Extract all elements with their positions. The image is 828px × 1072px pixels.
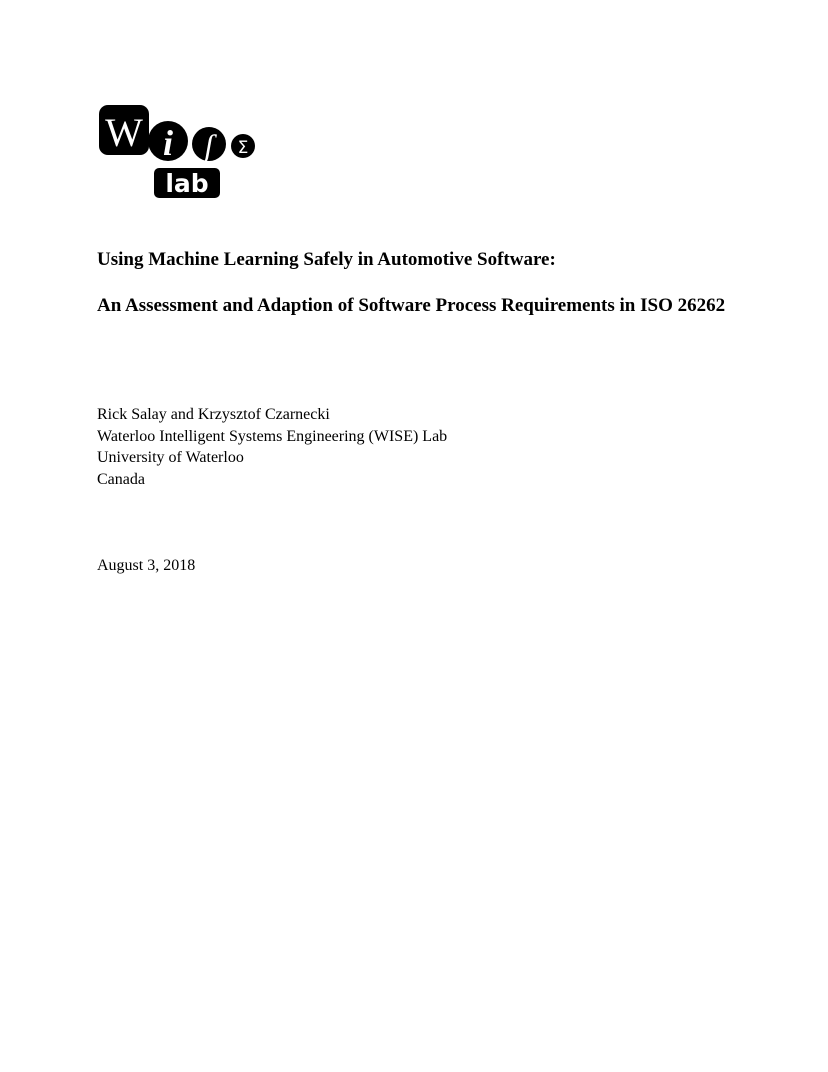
- svg-text:W: W: [105, 110, 143, 155]
- author-names: Rick Salay and Krzysztof Czarnecki: [97, 406, 330, 423]
- paper-title-line-1: Using Machine Learning Safely in Automotive Software:: [97, 249, 556, 270]
- svg-text:lab: lab: [165, 169, 209, 198]
- university-name: University of Waterloo: [97, 449, 244, 467]
- svg-text:Σ: Σ: [237, 138, 249, 158]
- svg-text:i: i: [162, 123, 174, 163]
- paper-title-line-2: An Assessment and Adaption of Software Process Requirements in ISO 26262: [97, 295, 726, 316]
- country: Canada: [97, 471, 145, 489]
- author-block: [97, 404, 447, 491]
- wise-lab-logo: [98, 104, 258, 200]
- lab-name: Waterloo Intelligent Systems Engineering (WISE) Lab: [97, 427, 448, 445]
- svg-text:ʃ: ʃ: [204, 127, 214, 163]
- publication-date: August 3, 2018: [97, 557, 196, 574]
